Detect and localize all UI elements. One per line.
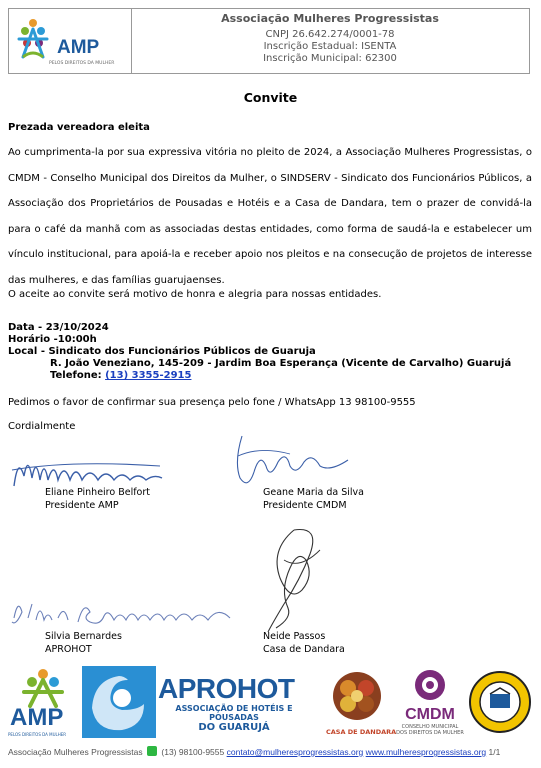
signature-silvia <box>8 592 238 632</box>
signer-4-name: Neide Passos <box>263 631 326 642</box>
footer-page-number: 1/1 <box>488 747 501 757</box>
footer-website-link[interactable]: www.mulheresprogressistas.org <box>365 747 487 757</box>
body-paragraph-2: O aceite ao convite será motivo de honra e alegria para nossas entidades. <box>8 289 382 300</box>
footer-email-link[interactable]: contato@mulheresprogressistas.org <box>226 747 364 757</box>
event-date: Data - 23/10/2024 <box>8 322 109 333</box>
aprohot-logo <box>158 674 318 734</box>
letterhead <box>8 8 530 74</box>
signer-4 <box>263 630 345 656</box>
shell-logo-icon <box>82 666 156 738</box>
amp-logo-tagline: PELOS DIREITOS DA MULHER <box>8 732 67 737</box>
event-location: Local - Sindicato dos Funcionários Públicos de Guaruja <box>8 346 316 357</box>
signer-3-role: APROHOT <box>45 644 92 655</box>
signer-4-role: Casa de Dandara <box>263 644 345 655</box>
signer-2 <box>263 486 364 512</box>
signer-1 <box>45 486 150 512</box>
document-title: Convite <box>243 90 298 105</box>
body-paragraph-1: Ao cumprimenta-la por sua expressiva vitória no pleito de 2024, a Associação Mulheres Progressistas, o CMDM - Conselho Municipal dos Direitos da Mulher, o SINDSERV - Sindicato dos Funcionários Públicos, a Associação dos Proprietários de Pousadas e Hotéis e a Casa de Dandara, tem o prazer de convidá-la para o café da manhã com as associadas destas entidades, como forma de saudá-la e estabelecer um vínculo institucional, para apoiá-la e receber apoio nos pleitos e na consecução de projetos de interesse das mulheres, e das famílias guarujaenses. <box>8 147 532 286</box>
aprohot-logo-sub1: ASSOCIAÇÃO DE HOTÉIS E POUSADAS <box>175 704 293 722</box>
signer-1-name: Eliane Pinheiro Belfort <box>45 487 150 498</box>
closing-text: Cordialmente <box>8 421 76 432</box>
municipal-registration: Inscrição Municipal: 62300 <box>263 53 397 64</box>
event-phone-link[interactable]: (13) 3355-2915 <box>105 370 192 381</box>
signer-2-name: Geane Maria da Silva <box>263 487 364 498</box>
state-registration: Inscrição Estadual: ISENTA <box>263 41 397 52</box>
whatsapp-icon <box>147 746 157 756</box>
greeting: Prezada vereadora eleita <box>8 122 150 133</box>
amp-logo-text: AMP <box>10 704 64 731</box>
partner-logos <box>0 664 541 740</box>
cnpj: CNPJ 26.642.274/0001-78 <box>265 29 395 40</box>
signature-geane <box>230 432 370 492</box>
cmdm-logo-sub1: CONSELHO MUNICIPAL <box>401 724 459 730</box>
signer-2-role: Presidente CMDM <box>263 500 347 511</box>
event-time: Horário -10:00h <box>8 334 97 345</box>
event-phone-line <box>50 370 191 382</box>
footer <box>8 746 500 757</box>
confirmation-text: Pedimos o favor de confirmar sua presença pelo fone / WhatsApp 13 98100-9555 <box>8 397 416 408</box>
footer-phone: (13) 98100-9555 <box>161 747 225 757</box>
amp-header-logo-text: AMP <box>57 37 100 58</box>
cmdm-logo <box>396 668 464 738</box>
signer-3 <box>45 630 122 656</box>
org-info <box>131 9 529 73</box>
sindserv-seal-icon <box>468 670 532 734</box>
cmdm-emblem-icon <box>396 668 464 702</box>
cmdm-logo-text: CMDM <box>405 706 455 723</box>
aprohot-logo-sub2: DO GUARUJÁ <box>198 722 270 733</box>
amp-logo-figures-icon <box>6 664 80 708</box>
aprohot-logo-text: APROHOT <box>158 673 295 704</box>
dandara-logo-text: CASA DE DANDARA <box>326 728 397 736</box>
event-phone-label: Telefone: <box>50 370 102 381</box>
amp-header-logo-tagline: PELOS DIREITOS DA MULHER <box>49 61 115 66</box>
org-name: Associação Mulheres Progressistas <box>221 12 439 25</box>
signer-3-name: Silvia Bernardes <box>45 631 122 642</box>
footer-org: Associação Mulheres Progressistas <box>8 747 143 757</box>
dandara-flower-icon <box>326 668 388 724</box>
casa-dandara-logo <box>326 668 397 736</box>
signature-neide <box>250 520 340 636</box>
signer-1-role: Presidente AMP <box>45 500 119 511</box>
amp-header-logo <box>9 9 132 73</box>
amp-logo <box>6 664 80 740</box>
event-address: R. João Veneziano, 145-209 - Jardim Boa Esperança (Vicente de Carvalho) Guarujá <box>50 358 512 369</box>
cmdm-logo-sub2: DOS DIREITOS DA MULHER <box>396 730 464 736</box>
